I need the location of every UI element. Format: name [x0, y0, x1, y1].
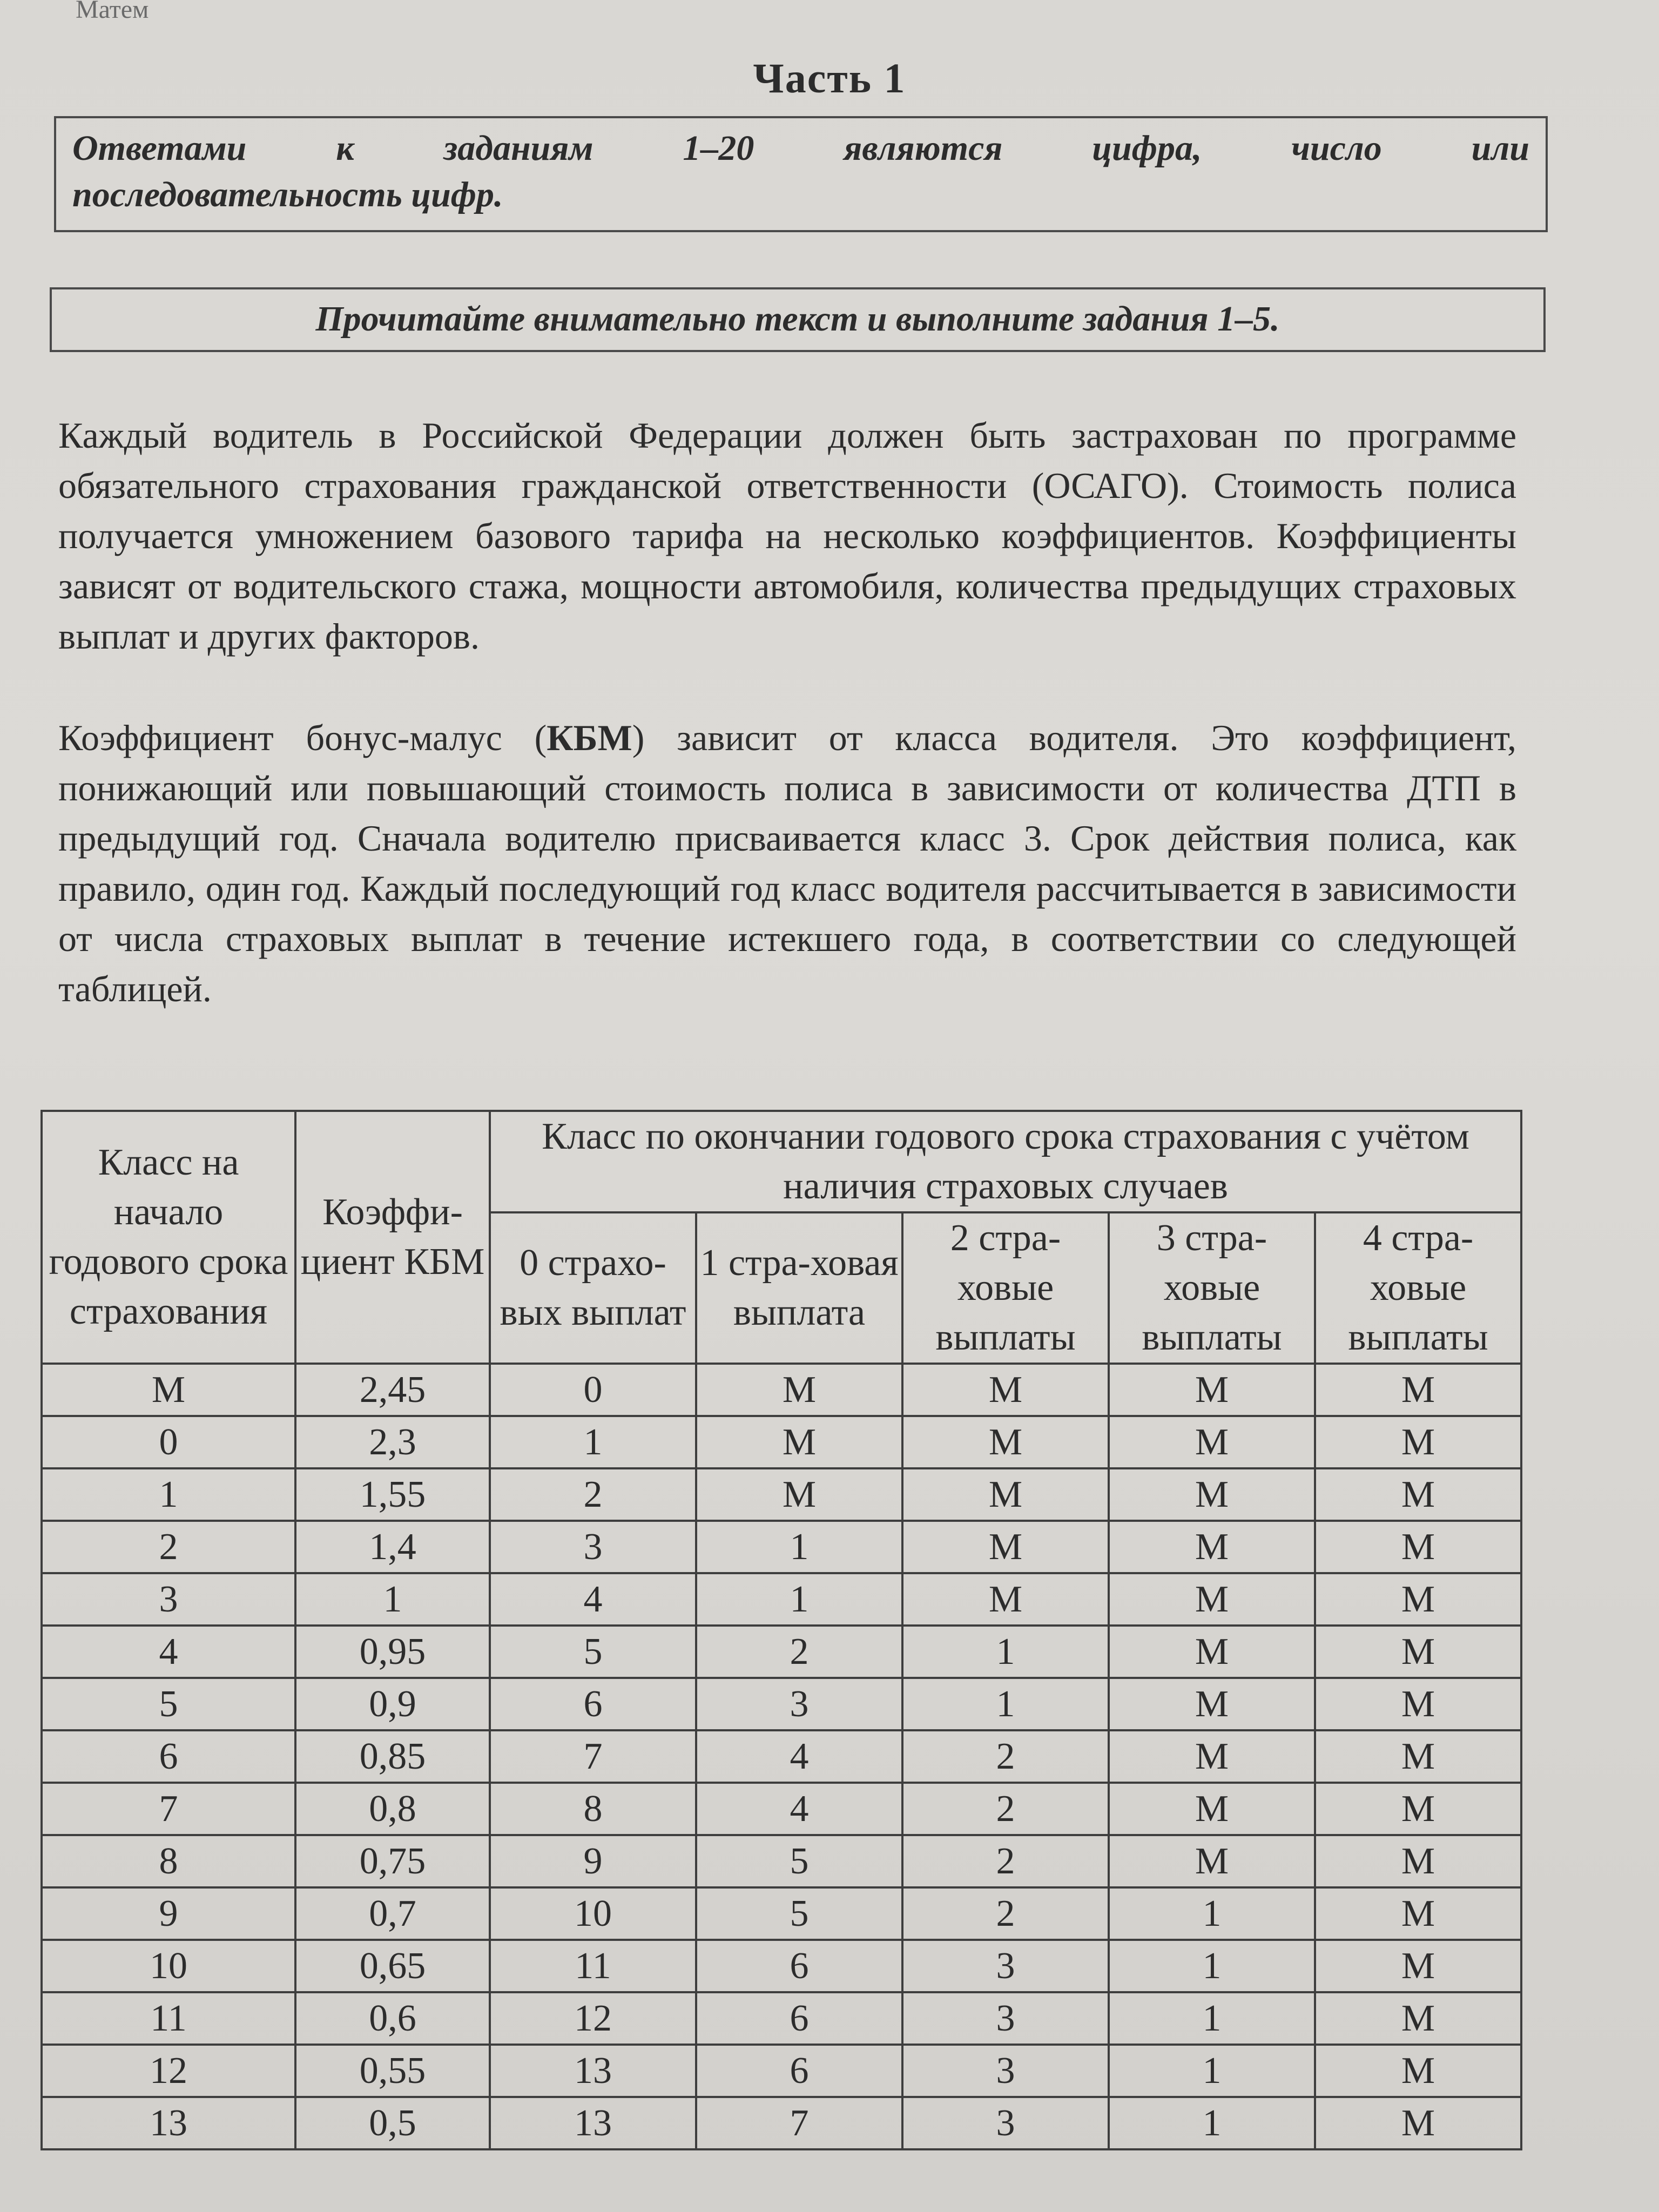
- table-cell: 6: [696, 2045, 902, 2097]
- header-0-payouts: 0 страхо-вых выплат: [490, 1212, 696, 1364]
- table-cell: 9: [42, 1887, 295, 1940]
- table-cell: 3: [696, 1678, 902, 1730]
- table-cell: 1: [902, 1678, 1109, 1730]
- kbm-bold-term: КБМ: [547, 717, 632, 758]
- table-cell: 4: [490, 1573, 696, 1626]
- table-cell: 2: [902, 1835, 1109, 1887]
- table-cell: М: [696, 1416, 902, 1468]
- table-cell: 8: [42, 1835, 295, 1887]
- table-cell: 5: [696, 1835, 902, 1887]
- table-cell: 6: [42, 1730, 295, 1783]
- table-cell: 0,75: [295, 1835, 490, 1887]
- table-cell: 1: [1109, 2097, 1315, 2149]
- table-cell: М: [42, 1364, 295, 1416]
- table-cell: М: [696, 1364, 902, 1416]
- table-cell: 0,9: [295, 1678, 490, 1730]
- table-cell: 5: [42, 1678, 295, 1730]
- instruction-box: [54, 116, 1548, 232]
- table-row: [42, 2045, 1521, 2097]
- instruction-word: или: [1471, 129, 1529, 168]
- table-cell: 1,4: [295, 1521, 490, 1573]
- task-instruction-box: Прочитайте внимательно текст и выполните задания 1–5.: [50, 287, 1546, 352]
- table-cell: М: [1109, 1468, 1315, 1521]
- instruction-word: к: [336, 129, 354, 168]
- table-cell: 11: [42, 1992, 295, 2045]
- header-2-payouts: 2 стра-ховые выплаты: [902, 1212, 1109, 1364]
- table-row: [42, 1887, 1521, 1940]
- table-cell: 6: [696, 1940, 902, 1992]
- table-cell: 12: [42, 2045, 295, 2097]
- table-cell: М: [1315, 1573, 1521, 1626]
- table-cell: 2,3: [295, 1416, 490, 1468]
- paragraph-kbm: [58, 713, 1516, 1014]
- table-cell: 3: [902, 1940, 1109, 1992]
- table-cell: 5: [490, 1626, 696, 1678]
- table-cell: 0,8: [295, 1783, 490, 1835]
- paragraph-kbm-start: Коэффициент бонус-малус (: [58, 717, 547, 758]
- table-cell: 6: [696, 1992, 902, 2045]
- instruction-word: 1–20: [683, 129, 754, 168]
- table-cell: 0,65: [295, 1940, 490, 1992]
- table-row: [42, 1416, 1521, 1468]
- table-cell: 0,85: [295, 1730, 490, 1783]
- table-cell: 1: [42, 1468, 295, 1521]
- table-cell: М: [1315, 1626, 1521, 1678]
- table-cell: 8: [490, 1783, 696, 1835]
- table-cell: М: [1315, 2097, 1521, 2149]
- table-cell: 7: [42, 1783, 295, 1835]
- table-cell: 1: [1109, 1940, 1315, 1992]
- table-cell: 0,7: [295, 1887, 490, 1940]
- table-cell: М: [902, 1416, 1109, 1468]
- table-cell: 1: [696, 1521, 902, 1573]
- table-cell: 11: [490, 1940, 696, 1992]
- table-cell: М: [1315, 1940, 1521, 1992]
- table-cell: 3: [490, 1521, 696, 1573]
- header-class-end-group: Класс по окончании годового срока страхования с учётом наличия страховых случаев: [490, 1111, 1521, 1212]
- table-row: [42, 1835, 1521, 1887]
- table-cell: М: [1315, 1468, 1521, 1521]
- table-cell: 10: [42, 1940, 295, 1992]
- table-cell: 2: [902, 1887, 1109, 1940]
- table-cell: 1: [1109, 1992, 1315, 2045]
- table-cell: М: [1315, 1364, 1521, 1416]
- table-cell: 7: [696, 2097, 902, 2149]
- table-cell: М: [1315, 1678, 1521, 1730]
- table-cell: М: [902, 1573, 1109, 1626]
- instruction-word: являются: [844, 129, 1003, 168]
- table-cell: М: [1315, 1887, 1521, 1940]
- table-row: [42, 2097, 1521, 2149]
- table-cell: М: [1315, 2045, 1521, 2097]
- table-cell: 0: [490, 1364, 696, 1416]
- table-cell: М: [1109, 1678, 1315, 1730]
- table-cell: 2,45: [295, 1364, 490, 1416]
- instruction-word: цифра,: [1092, 129, 1202, 168]
- table-cell: 0,6: [295, 1992, 490, 2045]
- header-3-payouts: 3 стра-ховые выплаты: [1109, 1212, 1315, 1364]
- header-class-start: Класс на начало годового срока страхования: [42, 1111, 295, 1364]
- table-cell: М: [902, 1521, 1109, 1573]
- table-cell: М: [902, 1364, 1109, 1416]
- table-cell: 4: [696, 1730, 902, 1783]
- instruction-word: заданиям: [443, 129, 594, 168]
- table-row: [42, 1678, 1521, 1730]
- table-cell: 0: [42, 1416, 295, 1468]
- table-cell: М: [1109, 1521, 1315, 1573]
- table-cell: 3: [902, 1992, 1109, 2045]
- table-cell: 1: [490, 1416, 696, 1468]
- instruction-line-2: последовательность цифр.: [72, 175, 503, 214]
- table-cell: 4: [696, 1783, 902, 1835]
- table-cell: 3: [902, 2097, 1109, 2149]
- table-cell: М: [1315, 1730, 1521, 1783]
- table-row: [42, 1783, 1521, 1835]
- table-cell: М: [1315, 1521, 1521, 1573]
- table-cell: 2: [902, 1730, 1109, 1783]
- table-row: [42, 1730, 1521, 1783]
- table-cell: 2: [696, 1626, 902, 1678]
- table-row: [42, 1626, 1521, 1678]
- table-cell: М: [1315, 1783, 1521, 1835]
- table-cell: 1: [295, 1573, 490, 1626]
- table-cell: М: [1315, 1992, 1521, 2045]
- table-cell: 3: [42, 1573, 295, 1626]
- instruction-word: Ответами: [72, 129, 247, 168]
- table-cell: М: [1109, 1730, 1315, 1783]
- cut-header-text: Матем: [76, 0, 149, 24]
- header-kbm-coefficient: Коэффи-циент КБМ: [295, 1111, 490, 1364]
- table-cell: М: [902, 1468, 1109, 1521]
- table-cell: 1,55: [295, 1468, 490, 1521]
- instruction-line-1: [72, 128, 1529, 169]
- table-cell: 7: [490, 1730, 696, 1783]
- instruction-word: число: [1291, 129, 1382, 168]
- table-cell: 1: [696, 1573, 902, 1626]
- kbm-table: [41, 1110, 1522, 2150]
- table-cell: М: [1109, 1573, 1315, 1626]
- table-cell: М: [1109, 1783, 1315, 1835]
- part-title: Часть 1: [753, 55, 906, 102]
- table-row: [42, 1521, 1521, 1573]
- table-cell: М: [1109, 1416, 1315, 1468]
- table-cell: М: [1109, 1626, 1315, 1678]
- table-cell: М: [1315, 1416, 1521, 1468]
- table-cell: 12: [490, 1992, 696, 2045]
- table-cell: 13: [490, 2097, 696, 2149]
- table-cell: 9: [490, 1835, 696, 1887]
- table-cell: М: [1109, 1364, 1315, 1416]
- table-cell: 3: [902, 2045, 1109, 2097]
- table-cell: М: [696, 1468, 902, 1521]
- table-row: [42, 1992, 1521, 2045]
- table-row: [42, 1940, 1521, 1992]
- table-row: [42, 1573, 1521, 1626]
- table-cell: 13: [490, 2045, 696, 2097]
- table-cell: 13: [42, 2097, 295, 2149]
- table-cell: 1: [1109, 1887, 1315, 1940]
- table-cell: 2: [490, 1468, 696, 1521]
- table-cell: 2: [42, 1521, 295, 1573]
- table-cell: 5: [696, 1887, 902, 1940]
- table-cell: М: [1315, 1835, 1521, 1887]
- paragraph-kbm-rest: ) зависит от класса водителя. Это коэффициент, понижающий или повышающий стоимость полиса в зависимости от количества ДТП в предыдущий год. Сначала водителю присваивается класс 3. Срок действия полиса, как правило, один год. Каждый последующий год класс водителя рассчитывается в зависимости от числа страховых выплат в течение истекшего года, в соответствии со следующей таблицей.: [58, 717, 1516, 1009]
- table-cell: 10: [490, 1887, 696, 1940]
- table-cell: 1: [1109, 2045, 1315, 2097]
- table-cell: М: [1109, 1835, 1315, 1887]
- header-4-payouts: 4 стра-ховые выплаты: [1315, 1212, 1521, 1364]
- table-row: [42, 1364, 1521, 1416]
- header-1-payout: 1 стра-ховая выплата: [696, 1212, 902, 1364]
- table-cell: 4: [42, 1626, 295, 1678]
- table-cell: 0,55: [295, 2045, 490, 2097]
- table-cell: 0,5: [295, 2097, 490, 2149]
- table-cell: 2: [902, 1783, 1109, 1835]
- table-cell: 6: [490, 1678, 696, 1730]
- table-cell: 0,95: [295, 1626, 490, 1678]
- table-row: [42, 1468, 1521, 1521]
- table-cell: 1: [902, 1626, 1109, 1678]
- paragraph-osago: Каждый водитель в Российской Федерации должен быть застрахован по программе обязательного страхования гражданской ответственности (ОСАГО). Стоимость полиса получается умножением базового тарифа на несколько коэффициентов. Коэффициенты зависят от водительского стажа, мощности автомобиля, количества предыдущих страховых выплат и других факторов.: [58, 415, 1516, 657]
